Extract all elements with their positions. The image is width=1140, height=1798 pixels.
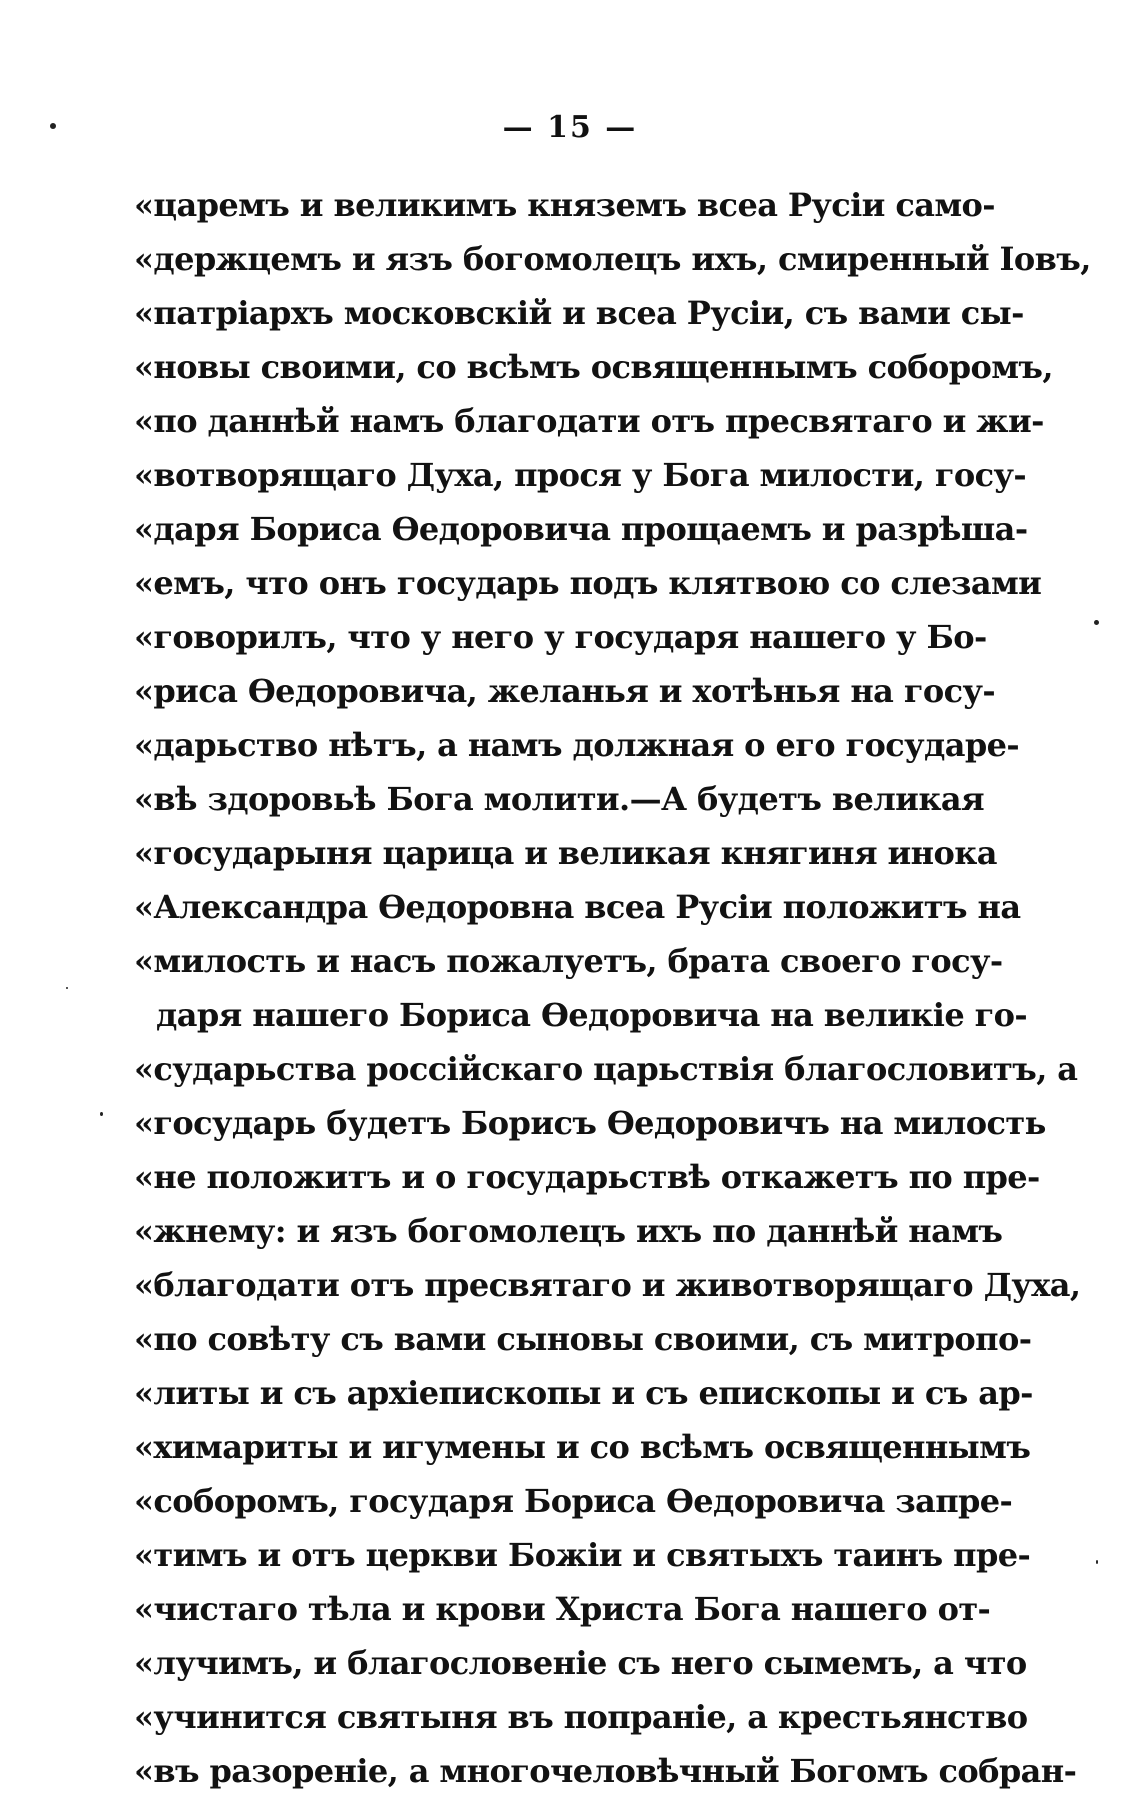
text-line: «не положитъ и о государьствѣ откажетъ по пре-	[134, 1158, 1040, 1196]
text-line: «держцемъ и язъ богомолецъ ихъ, смиренный Іовъ,	[134, 240, 1091, 278]
text-line: «Александра Өедоровна всеа Русіи положитъ на	[134, 888, 1021, 926]
text-line: «государыня царица и великая княгиня инока	[134, 834, 997, 872]
text-line: «сударьства россійскаго царьствія благословитъ, а	[134, 1050, 1078, 1088]
text-line: «тимъ и отъ церкви Божіи и святыхъ таинъ пре-	[134, 1536, 1031, 1574]
text-line: «даря Бориса Өедоровича прощаемъ и разрѣша-	[134, 510, 1028, 548]
text-line: «новы своими, со всѣмъ освященнымъ соборомъ,	[134, 348, 1053, 386]
scan-speck	[100, 1112, 103, 1116]
text-line: «литы и съ архіепископы и съ епископы и съ ар-	[134, 1374, 1033, 1412]
text-line: «жнему: и язъ богомолецъ ихъ по даннѣй намъ	[134, 1212, 1003, 1250]
text-line: «химариты и игумены и со всѣмъ освященнымъ	[134, 1428, 1031, 1466]
text-line: «по даннѣй намъ благодати отъ пресвятаго и жи-	[134, 402, 1044, 440]
text-line: «емъ, что онъ государь подъ клятвою со слезами	[134, 564, 1042, 602]
text-line: «риса Өедоровича, желанья и хотѣнья на госу-	[134, 672, 996, 710]
text-line: «царемъ и великимъ княземъ всеа Русіи само-	[134, 186, 995, 224]
text-line: «чистаго тѣла и крови Христа Бога нашего от-	[134, 1590, 991, 1628]
text-line: «государь будетъ Борисъ Өедоровичъ на милость	[134, 1104, 1046, 1142]
scan-speck	[1094, 620, 1099, 625]
text-line: даря нашего Бориса Өедоровича на великіе го-	[156, 996, 1028, 1034]
page-number: — 15 —	[502, 110, 638, 145]
text-line: «соборомъ, государя Бориса Өедоровича запре-	[134, 1482, 1013, 1520]
text-line: «въ разореніе, а многочеловѣчный Богомъ собран-	[134, 1752, 1077, 1790]
scan-speck	[66, 987, 68, 989]
text-line: «благодати отъ пресвятаго и животворящаго Духа,	[134, 1266, 1081, 1304]
text-line: «учинится святыня въ попраніе, а крестьянство	[134, 1698, 1028, 1736]
text-line: «лучимъ, и благословеніе съ него сымемъ, а что	[134, 1644, 1027, 1682]
text-line: «говорилъ, что у него у государя нашего у Бо-	[134, 618, 987, 656]
text-line: «дарьство нѣтъ, а намъ должная о его государе-	[134, 726, 1020, 764]
scan-speck	[50, 123, 56, 129]
text-line: «вотворящаго Духа, прося у Бога милости, госу-	[134, 456, 1027, 494]
text-line: «патріархъ московскій и всеа Русіи, съ вами сы-	[134, 294, 1024, 332]
text-line: «вѣ здоровьѣ Бога молити.—А будетъ великая	[134, 780, 985, 818]
scan-speck	[1096, 1560, 1098, 1564]
body-text	[134, 178, 1091, 1798]
text-line: «по совѣту съ вами сыновы своими, съ митропо-	[134, 1320, 1032, 1358]
text-line: «милость и насъ пожалуетъ, брата своего госу-	[134, 942, 1003, 980]
